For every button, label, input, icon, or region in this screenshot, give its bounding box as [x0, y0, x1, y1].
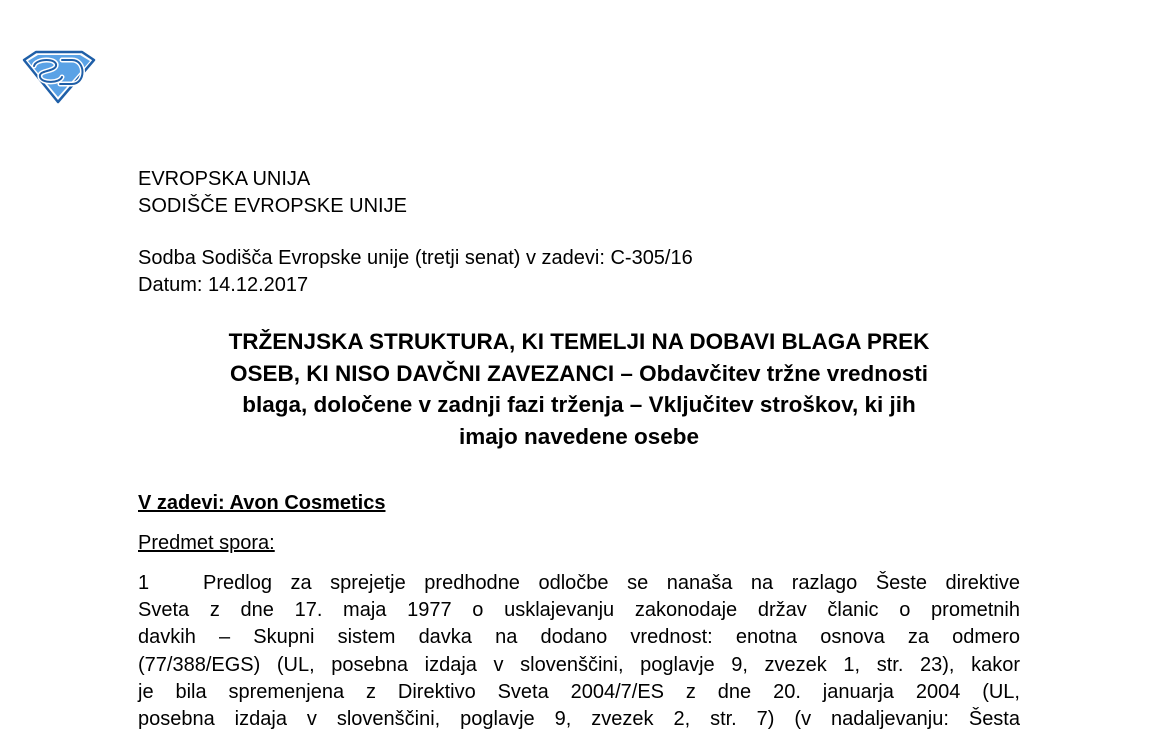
document-page: [138, 166, 1020, 733]
document-title: [138, 326, 1020, 452]
paragraph-line: Sveta z dne 17. maja 1977 o usklajevanju zakonodaje držav članic o prometnih: [138, 599, 1020, 622]
title-line: TRŽENJSKA STRUKTURA, KI TEMELJI NA DOBAVI BLAGA PREK: [228, 329, 930, 354]
paragraph-line: posebna izdaja v slovenščini, poglavje 9, zvezek 2, str. 7) (v nadaljevanju: Šesta: [138, 708, 1020, 731]
sd-logo-icon: [22, 50, 96, 104]
paragraph-line: [138, 570, 1020, 597]
paragraph-line: (77/388/EGS) (UL, posebna izdaja v slovenščini, poglavje 9, zvezek 1, str. 23), kakor: [138, 653, 1020, 676]
court-header: [138, 166, 1020, 220]
paragraph-1: [138, 570, 1020, 733]
paragraph-text: Predlog za sprejetje predhodne odločbe se nanaša na razlago Šeste direktive: [203, 572, 1020, 594]
paragraph-line: je bila spremenjena z Direktivo Sveta 2004/7/ES z dne 20. januarja 2004 (UL,: [138, 680, 1020, 703]
case-heading: V zadevi: Avon Cosmetics: [138, 492, 386, 514]
judgment-reference: Sodba Sodišča Evropske unije (tretji senat) v zadevi: C-305/16: [138, 247, 693, 269]
org-line-2: SODIŠČE EVROPSKE UNIJE: [138, 195, 407, 217]
title-line: blaga, določene v zadnji fazi trženja – Vključitev stroškov, ki jih: [242, 392, 916, 417]
judgment-info: [138, 245, 1020, 299]
title-line: imajo navedene osebe: [458, 423, 700, 449]
subject-heading: Predmet spora:: [138, 532, 275, 554]
paragraph-number: 1: [138, 572, 150, 594]
org-line-1: EVROPSKA UNIJA: [138, 168, 311, 190]
judgment-date: Datum: 14.12.2017: [138, 274, 309, 296]
paragraph-line: davkih – Skupni sistem davka na dodano vrednost: enotna osnova za odmero: [138, 626, 1020, 649]
title-line: OSEB, KI NISO DAVČNI ZAVEZANCI – Obdavčitev tržne vrednosti: [229, 360, 929, 386]
